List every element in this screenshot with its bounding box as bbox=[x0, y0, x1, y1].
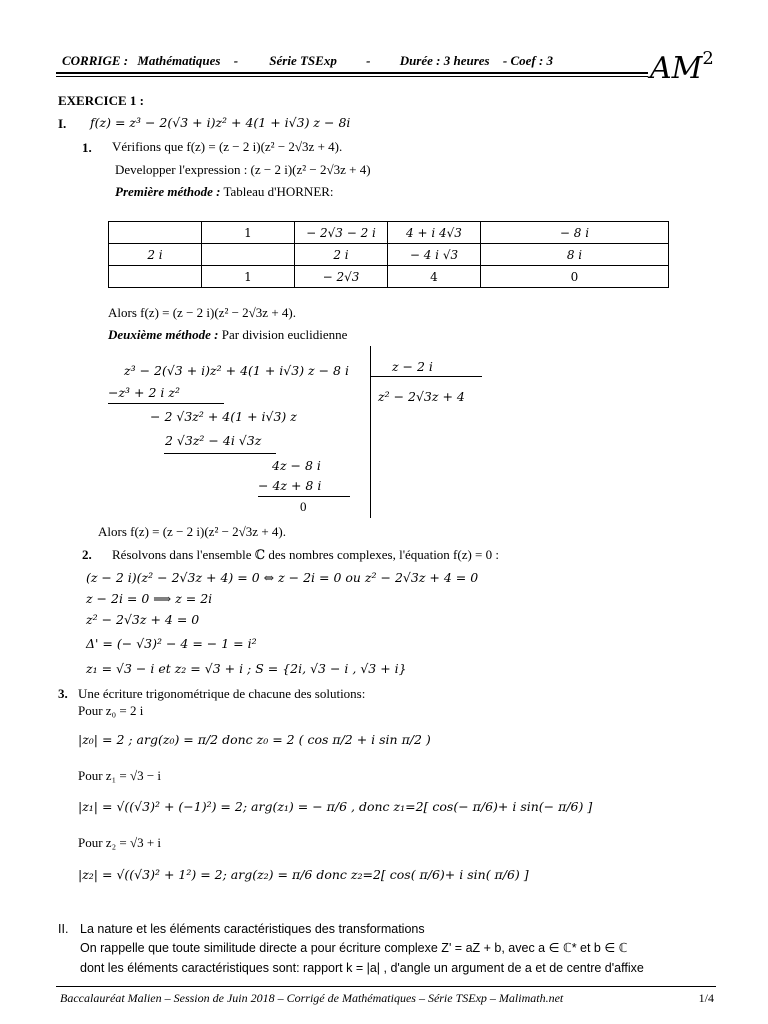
alors-line-1: Alors f(z) = (z − 2 i)(z² − 2√3z + 4). bbox=[108, 305, 296, 320]
table-cell: 8 i bbox=[481, 244, 669, 266]
header-corrige: CORRIGE bbox=[62, 53, 121, 68]
part2-line-1: On rappelle que toute similitude directe a pour écriture complexe Z' = aZ + b, avec a ∈ ℂ* et b ∈ ℂ bbox=[80, 941, 628, 955]
table-cell bbox=[109, 222, 202, 244]
footer-text: Baccalauréat Malien – Session de Juin 2018 – Corrigé de Mathématiques – Série TSExp – Malimath.net bbox=[60, 991, 564, 1005]
part2-label: II. bbox=[58, 922, 69, 936]
am2-logo: $AM^2$ bbox=[650, 48, 714, 86]
q2-line: (z − 2 i)(z² − 2√3z + 4) = 0 ⇔ z − 2i = 0 ou z² − 2√3z + 4 = 0 bbox=[86, 570, 479, 585]
table-cell: 4 + i 4√3 bbox=[388, 222, 481, 244]
header-rule bbox=[56, 76, 648, 77]
q1-text: Vérifions que f(z) = (z − 2 i)(z² − 2√3z + 4). bbox=[112, 139, 343, 154]
q3-modulus-z1: |z₁| = √((√3)² + (−1)²) = 2; arg(z₁) = − π/6 , donc z₁=2[ cos(− π/6)+ i sin(− π/6) ] bbox=[78, 799, 593, 814]
q3-pour-z1: Pour z₁ = √3 − i bbox=[78, 768, 162, 783]
q2-text: Résolvons dans l'ensemble ℂ des nombres complexes, l'équation f(z) = 0 : bbox=[112, 547, 500, 562]
q3-label: 3. bbox=[58, 686, 68, 701]
division-rule bbox=[108, 403, 224, 404]
division-dividend: z³ − 2(√3 + i)z² + 4(1 + i√3) z − 8 i bbox=[124, 363, 349, 378]
division-quotient: z² − 2√3z + 4 bbox=[378, 389, 465, 404]
q3-modulus-z0: |z₀| = 2 ; arg(z₀) = π/2 donc z₀ = 2 ( cos π/2 + i sin π/2 ) bbox=[78, 732, 431, 747]
division-rule bbox=[164, 453, 276, 454]
table-cell: 2 i bbox=[109, 244, 202, 266]
header-dash: - bbox=[233, 53, 239, 68]
q3-pour-z2: Pour z₂ = √3 + i bbox=[78, 835, 162, 850]
method1-line bbox=[115, 185, 334, 200]
page-number: 1/4 bbox=[698, 991, 714, 1005]
exercise-title: EXERCICE 1 : bbox=[58, 93, 144, 108]
table-cell: 1 bbox=[202, 266, 295, 288]
header-line bbox=[62, 54, 553, 69]
part2-title: La nature et les éléments caractéristiques des transformations bbox=[80, 922, 425, 936]
division-step-2: 2 √3z² − 4i √3z bbox=[165, 433, 262, 448]
footer bbox=[60, 991, 714, 1006]
alors-line-2: Alors f(z) = (z − 2 i)(z² − 2√3z + 4). bbox=[98, 524, 286, 539]
table-cell: 1 bbox=[202, 222, 295, 244]
table-cell bbox=[202, 244, 295, 266]
table-cell: − 2√3 − 2 i bbox=[295, 222, 388, 244]
header-dash: - bbox=[366, 53, 371, 68]
function-definition: f(z) = z³ − 2(√3 + i)z² + 4(1 + i√3) z − 8i bbox=[90, 115, 351, 130]
q2-label: 2. bbox=[82, 547, 92, 562]
header-coef: - Coef : 3 bbox=[502, 53, 554, 68]
table-cell: − 4 i √3 bbox=[388, 244, 481, 266]
header-rule bbox=[56, 72, 648, 74]
division-remainder-1: − 2 √3z² + 4(1 + i√3) z bbox=[150, 409, 297, 424]
division-remainder-3: 0 bbox=[300, 499, 307, 514]
table-cell: 4 bbox=[388, 266, 481, 288]
part1-label: I. bbox=[58, 116, 67, 131]
footer-rule bbox=[56, 986, 716, 987]
division-remainder-2: 4z − 8 i bbox=[272, 458, 321, 473]
division-vertical-rule bbox=[370, 346, 371, 518]
division-step-3: − 4z + 8 i bbox=[258, 478, 322, 493]
table-cell bbox=[109, 266, 202, 288]
q2-line: z₁ = √3 − i et z₂ = √3 + i ; S = {2i, √3 − i , √3 + i} bbox=[86, 661, 407, 676]
table-cell: 2 i bbox=[295, 244, 388, 266]
division-rule bbox=[258, 496, 350, 497]
q1-label: 1. bbox=[82, 140, 92, 155]
method2-line bbox=[108, 328, 347, 343]
q3-pour-z0: Pour z₀ = 2 i bbox=[78, 703, 144, 718]
q2-line: Δ' = (− √3)² − 4 = − 1 = i² bbox=[86, 636, 257, 651]
table-cell: − 8 i bbox=[481, 222, 669, 244]
header-serie: Série TSExp bbox=[269, 53, 337, 68]
division-step-1: −z³ + 2 i z² bbox=[108, 385, 180, 400]
division-divisor-rule bbox=[370, 376, 482, 377]
method1-label: Première méthode : bbox=[115, 184, 221, 199]
horner-table bbox=[108, 221, 669, 288]
q3-text: Une écriture trigonométrique de chacune des solutions: bbox=[78, 686, 366, 701]
table-cell: 0 bbox=[481, 266, 669, 288]
q2-line: z² − 2√3z + 4 = 0 bbox=[86, 612, 200, 627]
method1-text: Tableau d'HORNER: bbox=[223, 184, 334, 199]
develop-text: Developper l'expression : (z − 2 i)(z² − 2√3z + 4) bbox=[115, 162, 371, 177]
header-duree: Durée : 3 heures bbox=[399, 53, 490, 68]
division-divisor: z − 2 i bbox=[392, 359, 433, 374]
part2-line-2: dont les éléments caractéristiques sont: rapport k = |a| , d'angle un argument de a et de centre d'affixe bbox=[80, 961, 644, 975]
table-cell: − 2√3 bbox=[295, 266, 388, 288]
method2-text: Par division euclidienne bbox=[221, 327, 348, 342]
table-row bbox=[109, 222, 669, 244]
q2-line: z − 2i = 0 ⟹ z = 2i bbox=[86, 591, 213, 606]
table-row bbox=[109, 266, 669, 288]
q3-modulus-z2: |z₂| = √((√3)² + 1²) = 2; arg(z₂) = π/6 donc z₂=2[ cos( π/6)+ i sin( π/6) ] bbox=[78, 867, 529, 882]
method2-label: Deuxième méthode : bbox=[108, 327, 219, 342]
table-row bbox=[109, 244, 669, 266]
header-colon: : bbox=[123, 53, 129, 68]
header-subject: Mathématiques bbox=[137, 53, 221, 68]
